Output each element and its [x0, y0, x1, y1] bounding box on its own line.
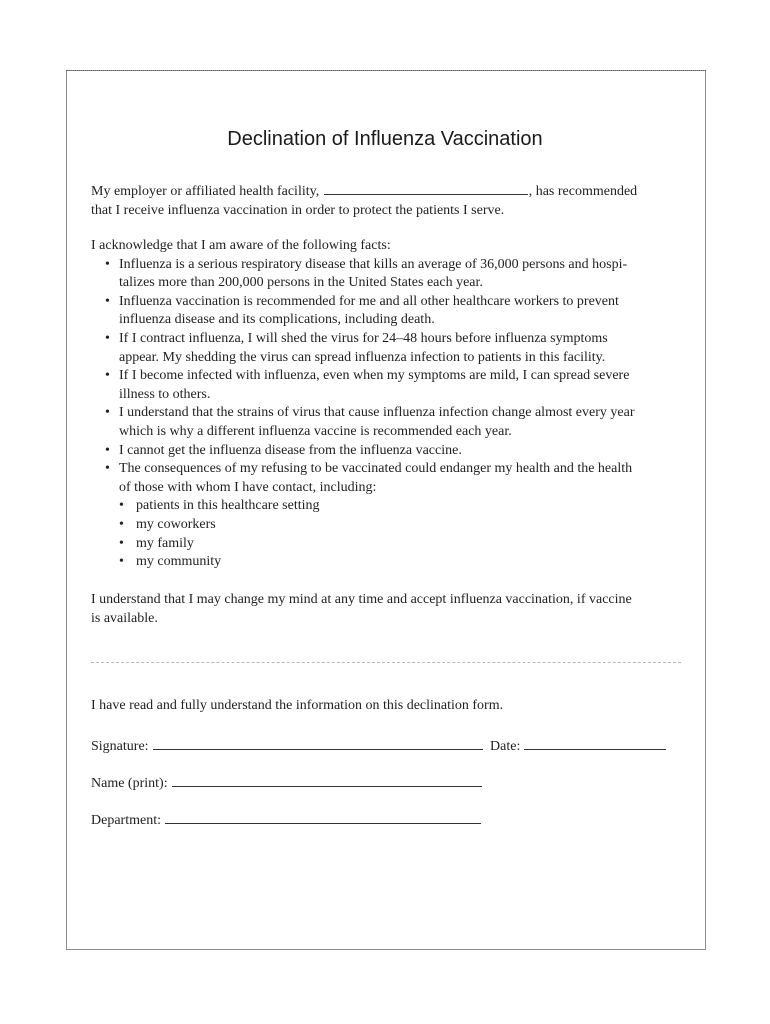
department-label: Department: — [91, 813, 161, 828]
fact-item — [91, 293, 691, 330]
change-mind-paragraph — [91, 591, 691, 628]
facts-list — [91, 256, 691, 572]
intro-paragraph — [91, 181, 691, 220]
date-line[interactable] — [524, 735, 666, 750]
contact-item: • my community — [119, 553, 691, 572]
dashed-divider — [91, 662, 681, 663]
fact-line: influenza disease and its complications, including death. — [119, 312, 435, 328]
form-title: Declination of Influenza Vaccination — [227, 128, 543, 150]
fact-line: Influenza is a serious respiratory disease that kills an average of 36,000 persons and hospi- — [119, 256, 628, 272]
fact-line: I cannot get the influenza disease from the influenza vaccine. — [119, 442, 462, 458]
fact-line: If I contract influenza, I will shed the virus for 24–48 hours before influenza symptoms — [119, 330, 608, 346]
department-line[interactable] — [165, 809, 481, 824]
read-statement: I have read and fully understand the information on this declination form. — [91, 698, 504, 713]
name-row — [91, 772, 482, 792]
fact-line: talizes more than 200,000 persons in the United States each year. — [119, 275, 483, 291]
fact-item — [91, 330, 691, 367]
fact-line: which is why a different influenza vaccine is recommended each year. — [119, 423, 512, 439]
signature-row — [91, 735, 666, 755]
name-line[interactable] — [172, 772, 482, 787]
fact-item — [91, 367, 691, 404]
date-label: Date: — [490, 739, 521, 754]
contact-item: • my coworkers — [119, 516, 691, 535]
signature-line[interactable] — [153, 735, 483, 750]
contact-item: • patients in this healthcare setting — [119, 497, 691, 516]
fact-line: The consequences of my refusing to be vaccinated could endanger my health and the health — [119, 461, 633, 477]
fact-line: of those with whom I have contact, including: — [119, 479, 377, 495]
intro-text-line2: that I receive influenza vaccination in order to protect the patients I serve. — [91, 202, 505, 218]
contact-item: • my family — [119, 535, 691, 554]
fact-line: Influenza vaccination is recommended for me and all other healthcare workers to prevent — [119, 293, 619, 309]
form-top-edge — [66, 70, 706, 71]
fact-line: illness to others. — [119, 386, 211, 402]
acknowledgement-heading: I acknowledge that I am aware of the following facts: — [91, 238, 391, 253]
fact-item — [91, 460, 691, 572]
contacts-list — [119, 497, 691, 571]
fact-line: appear. My shedding the virus can spread influenza infection to patients in this facility. — [119, 349, 606, 365]
fact-item — [91, 404, 691, 441]
name-label: Name (print): — [91, 776, 168, 791]
intro-text-after: , has recommended — [528, 184, 638, 199]
fact-item — [91, 256, 691, 293]
acknowledgement-section — [91, 237, 691, 572]
change-mind-line: I understand that I may change my mind at any time and accept influenza vaccination, if vaccine — [91, 592, 632, 607]
fact-item — [91, 442, 691, 461]
change-mind-line: is available. — [91, 610, 158, 626]
fact-line: If I become infected with influenza, even when my symptoms are mild, I can spread severe — [119, 368, 630, 384]
fact-line: I understand that the strains of virus that cause influenza infection change almost every year — [119, 405, 635, 421]
intro-text-before: My employer or affiliated health facility, — [91, 184, 320, 199]
signature-label: Signature: — [91, 739, 149, 754]
facility-name-blank[interactable] — [324, 181, 528, 195]
department-row — [91, 809, 481, 829]
